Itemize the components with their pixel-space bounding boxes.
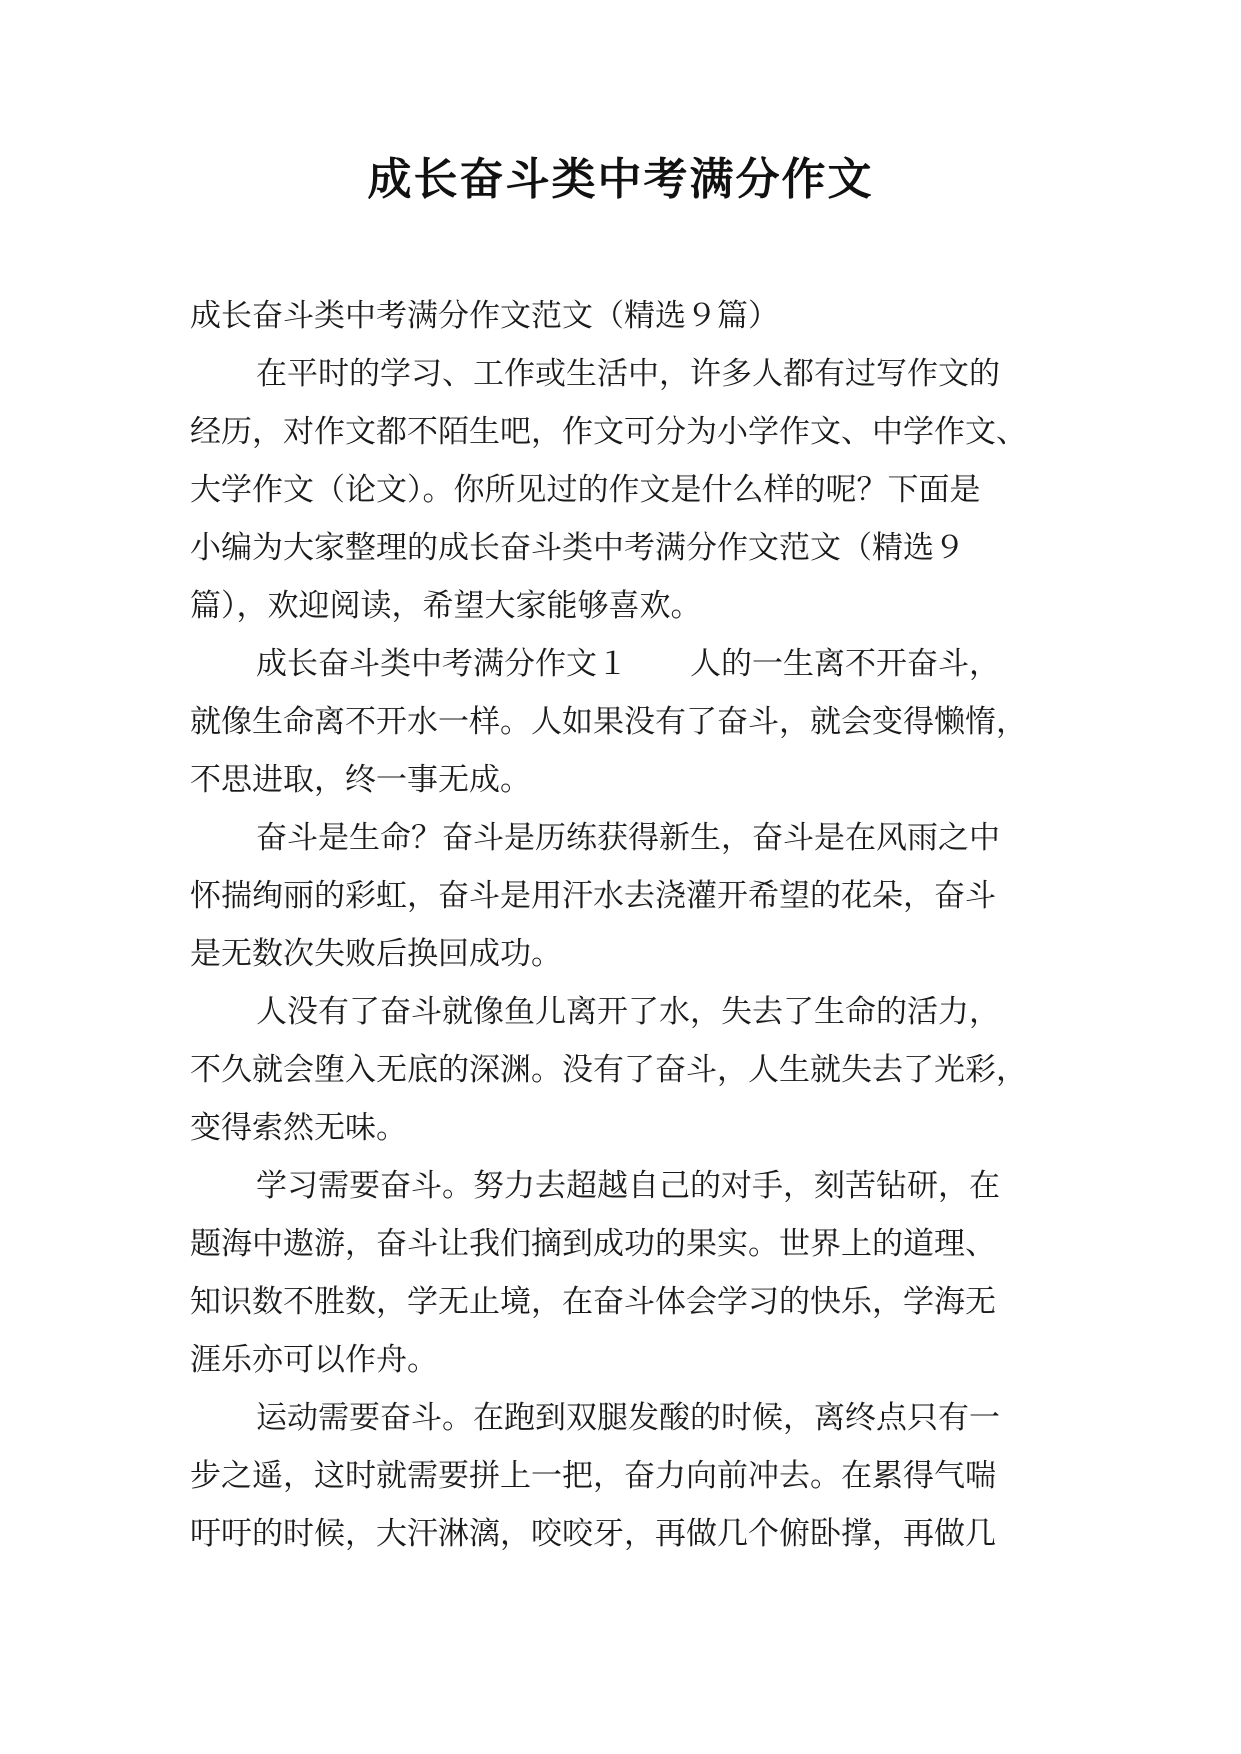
paragraph-line: 是无数次失败后换回成功。: [190, 936, 562, 972]
paragraph-line: 奋斗是生命？奋斗是历练获得新生，奋斗是在风雨之中: [256, 820, 1000, 856]
paragraph-line: 运动需要奋斗。在跑到双腿发酸的时候，离终点只有一: [256, 1400, 1000, 1436]
paragraph-line: 不思进取，终一事无成。: [190, 762, 531, 798]
paragraph-line: 怀揣绚丽的彩虹，奋斗是用汗水去浇灌开希望的花朵，奋斗: [190, 878, 996, 914]
paragraph-line: 不久就会堕入无底的深渊。没有了奋斗，人生就失去了光彩，: [190, 1052, 1027, 1088]
paragraph-line: 人没有了奋斗就像鱼儿离开了水，失去了生命的活力，: [256, 994, 1000, 1030]
paragraph-line: 篇），欢迎阅读，希望大家能够喜欢。: [190, 588, 702, 624]
document-title: 成长奋斗类中考满分作文: [367, 154, 874, 205]
paragraph-line: 经历，对作文都不陌生吧，作文可分为小学作文、中学作文、: [190, 414, 1027, 450]
paragraph-line: 步之遥，这时就需要拼上一把，奋力向前冲去。在累得气喘: [190, 1458, 996, 1494]
paragraph-line: 变得索然无味。: [190, 1110, 407, 1146]
paragraph-line: 涯乐亦可以作舟。: [190, 1342, 438, 1378]
paragraph-line: 学习需要奋斗。努力去超越自己的对手，刻苦钻研，在: [256, 1168, 1000, 1204]
paragraph-line: 题海中遨游，奋斗让我们摘到成功的果实。世界上的道理、: [190, 1226, 996, 1262]
paragraph-line: 吁吁的时候，大汗淋漓，咬咬牙，再做几个俯卧撑，再做几: [190, 1516, 996, 1552]
paragraph-line: 小编为大家整理的成长奋斗类中考满分作文范文（精选９: [190, 530, 965, 566]
intro-heading-line: 成长奋斗类中考满分作文范文（精选９篇）: [190, 298, 779, 334]
paragraph-line: 在平时的学习、工作或生活中，许多人都有过写作文的: [256, 356, 1000, 392]
paragraph-line: 大学作文（论文）。你所见过的作文是什么样的呢？下面是: [190, 472, 981, 508]
document-body: [190, 287, 1060, 1563]
paragraph-line: 成长奋斗类中考满分作文１ 人的一生离不开奋斗，: [256, 646, 1000, 682]
paragraph-line: 就像生命离不开水一样。人如果没有了奋斗，就会变得懒惰，: [190, 704, 1027, 740]
paragraph-line: 知识数不胜数，学无止境，在奋斗体会学习的快乐，学海无: [190, 1284, 996, 1320]
